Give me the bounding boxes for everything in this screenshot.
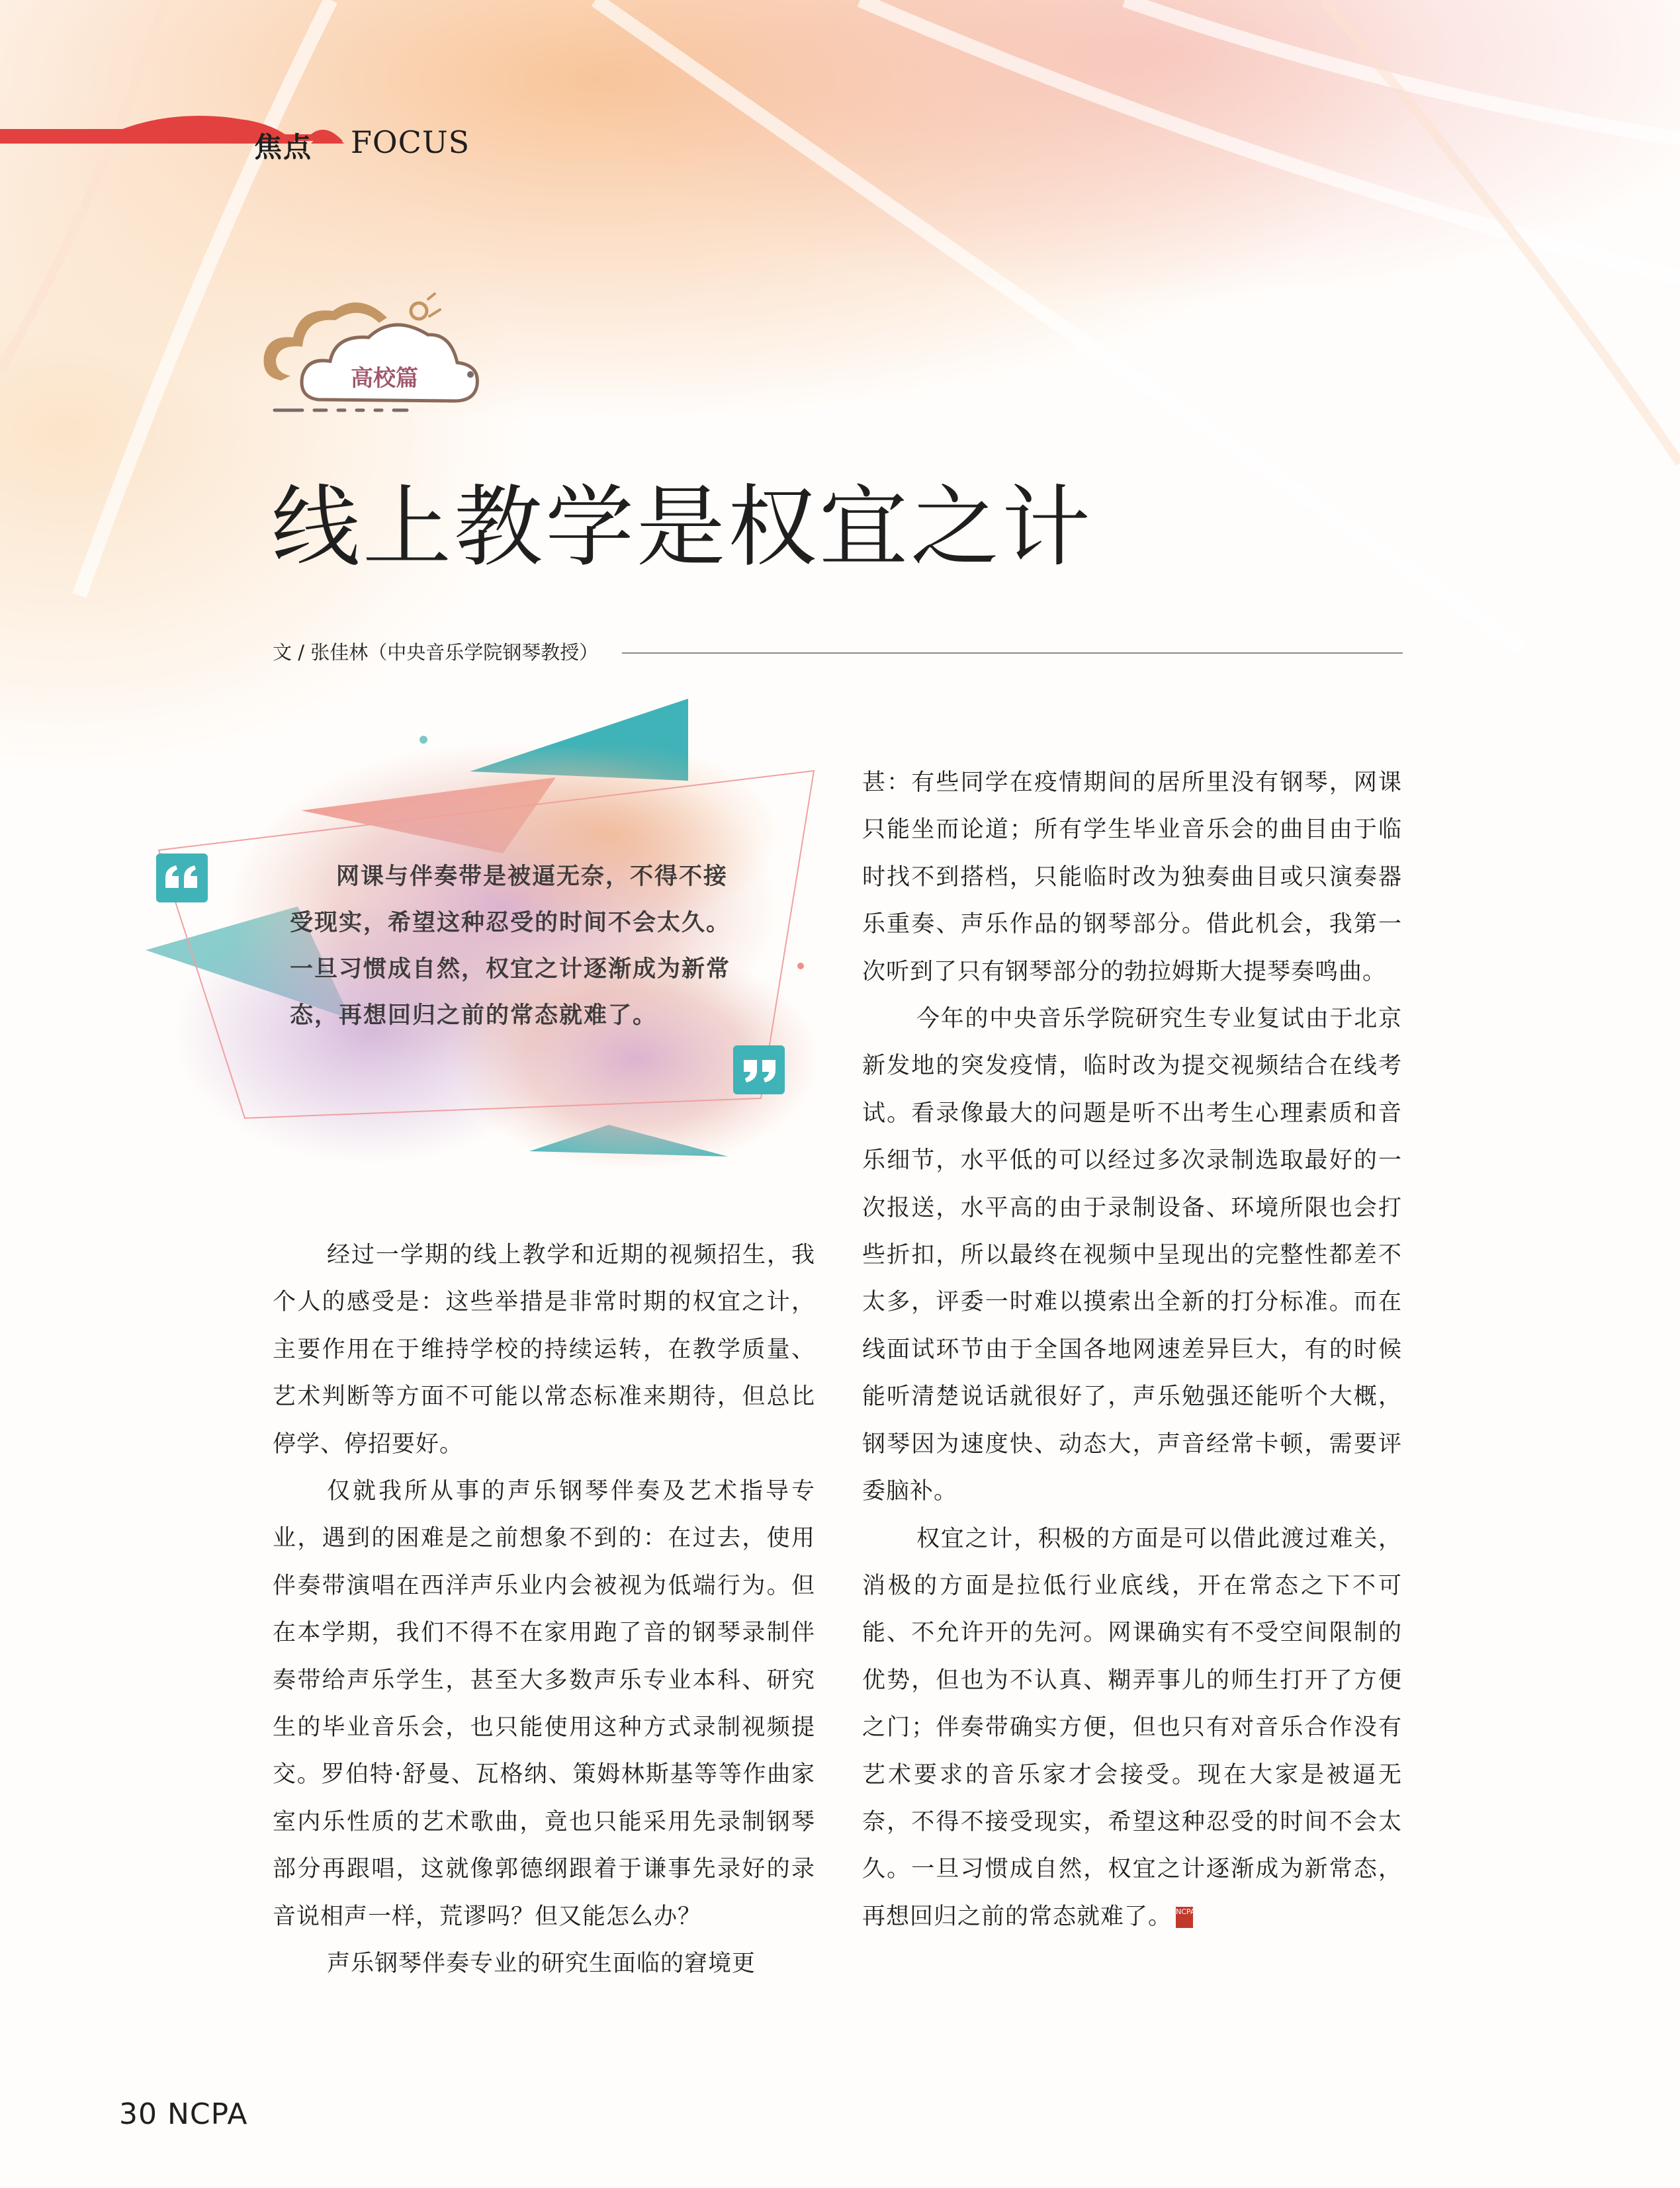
badge-label: 高校篇 xyxy=(351,365,418,392)
paragraph: 甚：有些同学在疫情期间的居所里没有钢琴，网课只能坐而论道；所有学生毕业音乐会的曲目由于临时找不到搭档，只能临时改为独奏曲目或只演奏器乐重奏、声乐作品的钢琴部分。借此机会，我第一次听到了只有钢琴部分的勃拉姆斯大提琴奏鸣曲。 xyxy=(862,769,1402,985)
left-column xyxy=(273,1232,815,1988)
paragraph-text: 权宜之计，积极的方面是可以借此渡过难关，消极的方面是拉低行业底线，开在常态之下不可能、不允许开的先河。网课确实有不受空间限制的优势，但也为不认真、糊弄事儿的师生打开了方便之门；伴奏带确实方便，但也只有对音乐合作没有艺术要求的音乐家才会接受。现在大家是被逼无奈，不得不接受现实，希望这种忍受的时间不会太久。一旦习惯成自然，权宜之计逐渐成为新常态，再想回归之前的常态就难了。 xyxy=(862,1525,1402,1930)
right-column xyxy=(862,760,1402,1941)
paragraph: 今年的中央音乐学院研究生专业复试由于北京新发地的突发疫情，临时改为提交视频结合在线考试。看录像最大的问题是听不出考生心理素质和音乐细节，水平低的可以经过多次录制选取最好的一次报送，水平高的由于录制设备、环境所限也会打些折扣，所以最终在视频中呈现出的完整性都差不太多，评委一时难以摸索出全新的打分标准。而在线面试环节由于全国各地网速差异巨大，有的时候能听清楚说话就很好了，声乐勉强还能听个大概，钢琴因为速度快、动态大，声音经常卡顿，需要评委脑补。 xyxy=(862,1006,1402,1505)
section-label-cn: 焦点 xyxy=(254,131,313,163)
paragraph xyxy=(862,1516,1402,1941)
quote-close-icon xyxy=(733,1045,785,1094)
paragraph: 经过一学期的线上教学和近期的视频招生，我个人的感受是：这些举措是非常时期的权宜之计，主要作用在于维持学校的持续运转，在教学质量、艺术判断等方面不可能以常态标准来期待，但总比停学、停招要好。 xyxy=(273,1242,815,1458)
paragraph: 仅就我所从事的声乐钢琴伴奏及艺术指导专业，遇到的困难是之前想象不到的：在过去，使用伴奏带演唱在西洋声乐业内会被视为低端行为。但在本学期，我们不得不在家用跑了音的钢琴录制伴奏带给声乐学生，甚至大多数声乐专业本科、研究生的毕业音乐会，也只能使用这种方式录制视频提交。罗伯特·舒曼、瓦格纳、策姆林斯基等等作曲家室内乐性质的艺术歌曲，竟也只能采用先录制钢琴部分再跟唱，这就像郭德纲跟着于谦事先录好的录音说相声一样，荒谬吗？但又能怎么办？ xyxy=(273,1478,815,1930)
article-title: 线上教学是权宜之计 xyxy=(271,476,1094,579)
byline-rule xyxy=(622,652,1403,654)
byline: 文 / 张佳林（中央音乐学院钢琴教授） xyxy=(273,641,599,664)
paragraph: 声乐钢琴伴奏专业的研究生面临的窘境更 xyxy=(327,1950,756,1978)
quote-open-icon xyxy=(156,853,208,902)
section-label-en: FOCUS xyxy=(351,124,470,160)
page-folio: 30 NCPA xyxy=(119,2097,248,2131)
cloud-badge-icon xyxy=(261,291,480,417)
pull-quote-text: 网课与伴奏带是被逼无奈，不得不接受现实，希望这种忍受的时间不会太久。一旦习惯成自然，权宜之计逐渐成为新常态，再想回归之前的常态就难了。 xyxy=(290,863,731,1029)
end-mark-icon: NCPA xyxy=(1176,1907,1193,1928)
